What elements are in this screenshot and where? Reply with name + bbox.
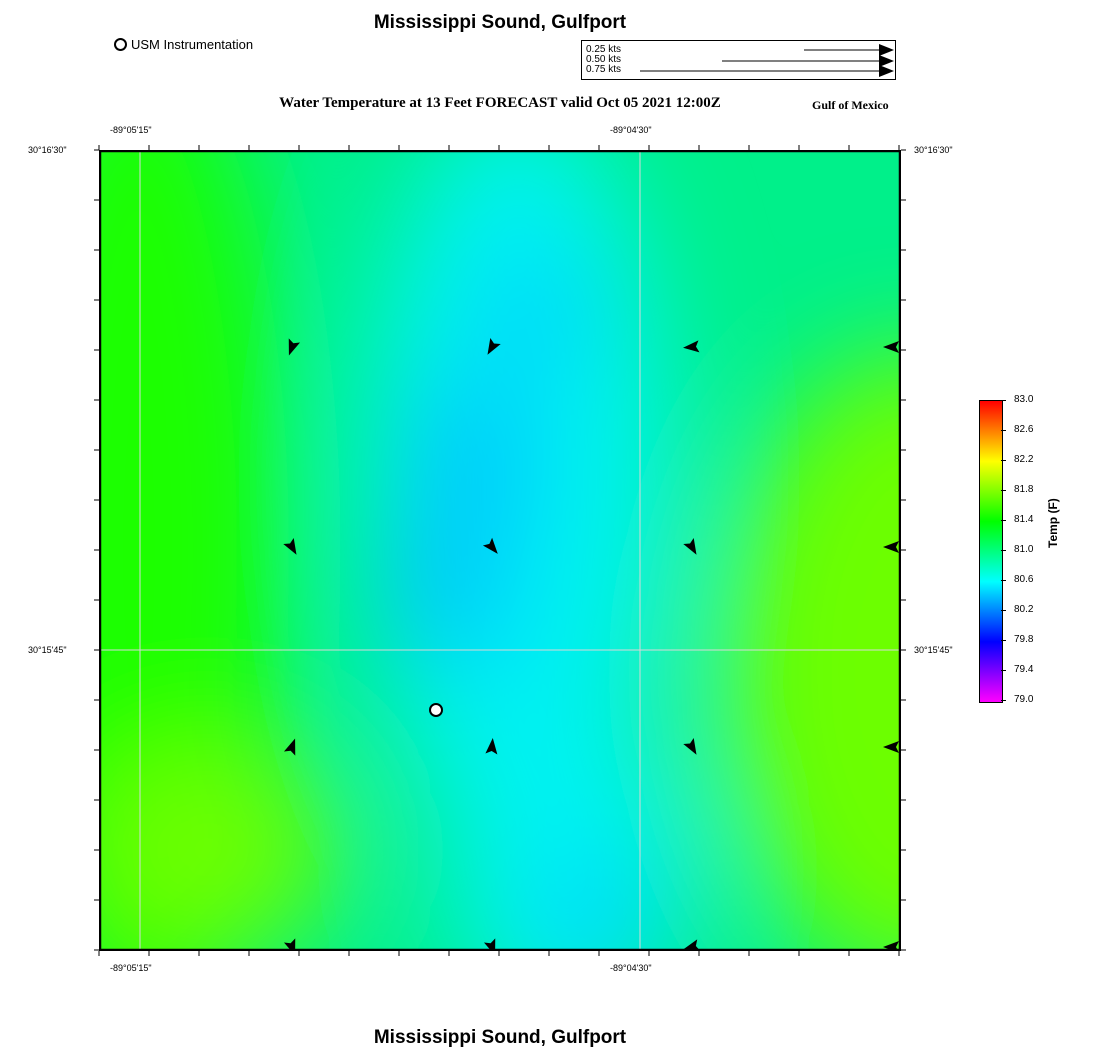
left-tick-label-2: 30°15'45" (28, 645, 67, 655)
map-subtitle: Water Temperature at 13 Feet FORECAST valid Oct 05 2021 12:00Z (279, 95, 721, 111)
colorbar-tick (1001, 460, 1006, 461)
colorbar-tick-label: 81.4 (1014, 514, 1034, 525)
footer-title: Mississippi Sound, Gulfport (373, 1027, 627, 1048)
colorbar-tick (1001, 430, 1006, 431)
colorbar-tick-label: 82.6 (1014, 424, 1034, 435)
colorbar-title: Temp (F) (1046, 498, 1060, 548)
colorbar-labels (1004, 394, 1044, 705)
colorbar-tick (1001, 550, 1006, 551)
colorbar-tick (1001, 520, 1006, 521)
top-tick-label-2: -89°04'30" (610, 125, 652, 135)
colorbar-tick-label: 83.0 (1014, 394, 1034, 405)
station-legend (114, 37, 253, 52)
colorbar-gradient (980, 401, 1002, 702)
colorbar (979, 400, 1003, 703)
top-tick-label-1: -89°05'15" (110, 125, 152, 135)
bottom-tick-label-1: -89°05'15" (110, 963, 152, 973)
left-tick-label-1: 30°16'30" (28, 145, 67, 155)
right-tick-label-1: 30°16'30" (914, 145, 953, 155)
colorbar-tick-label: 79.8 (1014, 634, 1034, 645)
colorbar-tick-label: 80.6 (1014, 574, 1034, 585)
colorbar-tick (1001, 490, 1006, 491)
station-legend-label: USM Instrumentation (131, 37, 254, 52)
speed-scale-arrows (582, 41, 895, 79)
bottom-tick-label-2: -89°04'30" (610, 963, 652, 973)
colorbar-tick (1001, 400, 1006, 401)
colorbar-tick (1001, 700, 1006, 701)
colorbar-tick-label: 79.4 (1014, 664, 1034, 675)
colorbar-tick-label: 79.0 (1014, 694, 1034, 705)
speed-scale-legend (581, 40, 896, 80)
colorbar-tick-label: 82.2 (1014, 454, 1034, 465)
speed-label-075: 0.75 kts (586, 64, 622, 75)
colorbar-tick-label: 81.0 (1014, 544, 1034, 555)
colorbar-tick (1001, 670, 1006, 671)
colorbar-tick-label: 81.8 (1014, 484, 1034, 495)
speed-label-025: 0.25 kts (586, 44, 622, 55)
right-tick-label-2: 30°15'45" (914, 645, 953, 655)
colorbar-tick (1001, 640, 1006, 641)
colorbar-tick (1001, 580, 1006, 581)
speed-label-050: 0.50 kts (586, 54, 622, 65)
region-label: Gulf of Mexico (812, 98, 889, 112)
station-marker-icon (114, 38, 127, 51)
colorbar-tick-label: 80.2 (1014, 604, 1034, 615)
map-tick-marks (90, 141, 910, 961)
map-title: Mississippi Sound, Gulfport (373, 12, 627, 33)
colorbar-tick (1001, 610, 1006, 611)
